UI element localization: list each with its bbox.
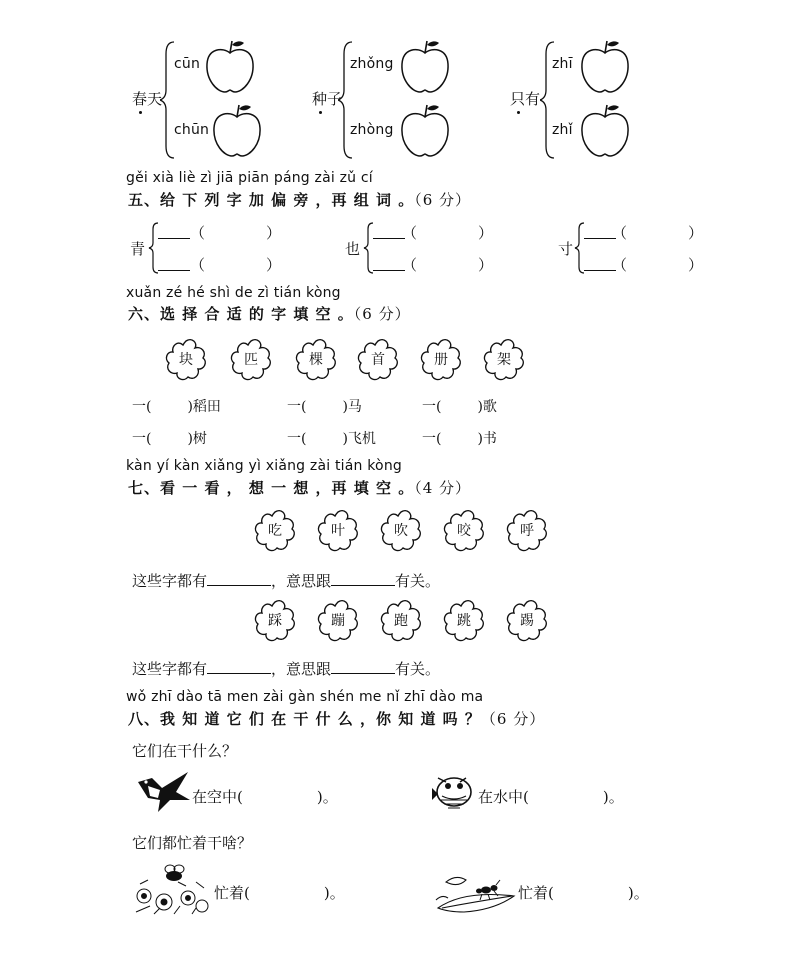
pinyin-option: zhǒng [350, 56, 394, 72]
section-title-text: 八、我 知 道 它 们 在 干 什 么 ，你 知 道 吗 ？ [128, 710, 481, 728]
fill-suffix: )稻田 [187, 399, 221, 415]
section-pinyin: gěi xià liè zì jiā piān páng zài zǔ cí [126, 170, 373, 186]
sentence-text: 这些字都有 [132, 660, 208, 678]
paren-open: （ [190, 256, 206, 274]
brace-icon [574, 222, 586, 274]
flower-char-card[interactable] [293, 337, 339, 383]
emphasis-dot [319, 111, 322, 114]
answer-line [518, 882, 649, 903]
question-1: 它们在干什么？ [132, 742, 238, 760]
flower-char-card[interactable] [441, 508, 487, 554]
flower-char-card[interactable] [228, 337, 274, 383]
sentence-fill [132, 570, 440, 591]
polyphone-word: 种子 [312, 90, 343, 108]
section-score: （4 分） [414, 479, 472, 497]
emphasis-dot [139, 111, 142, 114]
sentence-text: ，意思跟 [271, 572, 332, 590]
apple-icon[interactable] [398, 102, 452, 158]
paren-open: （ [402, 224, 418, 242]
apple-icon[interactable] [210, 102, 264, 158]
flower-char: 吹 [394, 523, 408, 539]
fill-item [422, 428, 497, 448]
paren-close: ） [688, 256, 704, 274]
fill-item [287, 396, 362, 416]
pinyin-option: zhǐ [552, 122, 573, 138]
sentence-text: 有关。 [395, 572, 441, 590]
flower-char: 踢 [520, 613, 534, 629]
fish-icon [430, 770, 480, 816]
paren-close: ） [266, 224, 282, 242]
fill-suffix: )书 [477, 431, 497, 447]
answer-suffix: )。 [316, 788, 338, 806]
flower-char-card[interactable] [378, 598, 424, 644]
paren-close: ） [688, 224, 704, 242]
answer-line [192, 786, 338, 807]
flower-char: 首 [371, 352, 385, 368]
answer-prefix: 忙着( [214, 884, 250, 902]
fill-prefix: 一( [287, 399, 307, 415]
word-answer-box[interactable] [622, 224, 688, 242]
flower-char: 块 [179, 352, 193, 368]
flower-char: 蹦 [331, 613, 345, 629]
flower-char-card[interactable] [315, 508, 361, 554]
fill-suffix: )歌 [477, 399, 497, 415]
apple-icon[interactable] [203, 38, 257, 94]
section-score: （6 分） [414, 191, 472, 209]
fill-blank[interactable] [207, 673, 271, 674]
fill-suffix: )飞机 [342, 431, 376, 447]
fill-blank[interactable] [331, 673, 395, 674]
brace-icon [363, 222, 375, 274]
answer-suffix: )。 [323, 884, 345, 902]
section-title-7 [128, 477, 471, 498]
apple-icon[interactable] [578, 102, 632, 158]
apple-icon[interactable] [398, 38, 452, 94]
flower-char: 跑 [394, 613, 408, 629]
pinyin-option: cūn [174, 56, 201, 72]
paren-close: ） [266, 256, 282, 274]
flower-char-card[interactable] [252, 598, 298, 644]
flower-char: 架 [497, 352, 511, 368]
flower-char-card[interactable] [315, 598, 361, 644]
base-char: 也 [345, 240, 361, 258]
section-score: （6 分） [480, 710, 546, 728]
radical-blank[interactable] [158, 270, 190, 271]
word-answer-box[interactable] [200, 224, 266, 242]
paren-open: （ [612, 256, 628, 274]
flower-char-card[interactable] [252, 508, 298, 554]
fill-prefix: 一( [132, 399, 152, 415]
word-answer-box[interactable] [200, 256, 266, 274]
flower-char: 叶 [331, 523, 345, 539]
paren-close: ） [478, 256, 494, 274]
brace-icon [148, 222, 160, 274]
sentence-text: 这些字都有 [132, 572, 208, 590]
paren-open: （ [612, 224, 628, 242]
sentence-text: 有关。 [395, 660, 441, 678]
fill-suffix: )马 [342, 399, 362, 415]
section-title-text: 六、选 择 合 适 的 字 填 空 。 [128, 305, 354, 323]
flower-char-card[interactable] [378, 508, 424, 554]
answer-suffix: )。 [602, 788, 624, 806]
flower-char: 匹 [244, 352, 258, 368]
section-pinyin: kàn yí kàn xiǎng yì xiǎng zài tián kòng [126, 458, 402, 474]
flower-char-card[interactable] [504, 598, 550, 644]
fill-blank[interactable] [207, 585, 271, 586]
swallow-icon [132, 770, 192, 814]
answer-prefix: 在空中( [192, 788, 243, 806]
flower-char-card[interactable] [504, 508, 550, 554]
radical-blank[interactable] [373, 270, 405, 271]
flower-char-card[interactable] [355, 337, 401, 383]
flower-char: 踩 [268, 613, 282, 629]
fill-item [422, 396, 497, 416]
section-pinyin: wǒ zhī dào tā men zài gàn shén me nǐ zhī dào ma [126, 689, 484, 705]
fill-prefix: 一( [287, 431, 307, 447]
flower-char: 咬 [457, 523, 471, 539]
flower-char: 吃 [268, 523, 282, 539]
fill-item [287, 428, 376, 448]
flower-char-card[interactable] [481, 337, 527, 383]
answer-prefix: 在水中( [478, 788, 529, 806]
radical-blank[interactable] [158, 238, 190, 239]
flower-char: 册 [434, 352, 448, 368]
question-2: 它们都忙着干啥？ [132, 834, 253, 852]
answer-prefix: 忙着( [518, 884, 554, 902]
section-title-8 [128, 708, 545, 729]
fill-prefix: 一( [422, 399, 442, 415]
word-answer-box[interactable] [412, 256, 478, 274]
flower-char: 呼 [520, 523, 534, 539]
flower-char: 跳 [457, 613, 471, 629]
answer-line [478, 786, 624, 807]
fill-item [132, 428, 207, 448]
paren-open: （ [190, 224, 206, 242]
fill-prefix: 一( [132, 431, 152, 447]
section-title-6 [128, 303, 411, 324]
emphasis-dot [517, 111, 520, 114]
section-title-text: 七、看 一 看 ， 想 一 想 ，再 填 空 。 [128, 479, 415, 497]
pinyin-option: zhòng [350, 122, 394, 138]
base-char: 青 [130, 240, 146, 258]
paren-close: ） [478, 224, 494, 242]
fill-blank[interactable] [331, 585, 395, 586]
word-answer-box[interactable] [412, 224, 478, 242]
section-score: （6 分） [353, 305, 411, 323]
word-answer-box[interactable] [622, 256, 688, 274]
paren-open: （ [402, 256, 418, 274]
pinyin-option: chūn [174, 122, 210, 138]
apple-icon[interactable] [578, 38, 632, 94]
sentence-fill [132, 658, 440, 679]
flower-char: 棵 [309, 352, 323, 368]
flower-char-card[interactable] [441, 598, 487, 644]
fill-item [132, 396, 221, 416]
bee-flowers-icon [130, 862, 214, 916]
section-title-text: 五、给 下 列 字 加 偏 旁 ，再 组 词 。 [128, 191, 415, 209]
polyphone-word: 春天 [132, 90, 163, 108]
answer-line [214, 882, 345, 903]
polyphone-word: 只有 [510, 90, 541, 108]
flower-char-card[interactable] [418, 337, 464, 383]
radical-blank[interactable] [373, 238, 405, 239]
answer-suffix: )。 [627, 884, 649, 902]
pinyin-option: zhī [552, 56, 573, 72]
fill-prefix: 一( [422, 431, 442, 447]
fill-suffix: )树 [187, 431, 207, 447]
base-char: 寸 [558, 240, 574, 258]
ant-leaf-icon [434, 866, 518, 916]
section-pinyin: xuǎn zé hé shì de zì tián kòng [126, 285, 341, 301]
section-title-5 [128, 189, 471, 210]
flower-char-card[interactable] [163, 337, 209, 383]
sentence-text: ，意思跟 [271, 660, 332, 678]
